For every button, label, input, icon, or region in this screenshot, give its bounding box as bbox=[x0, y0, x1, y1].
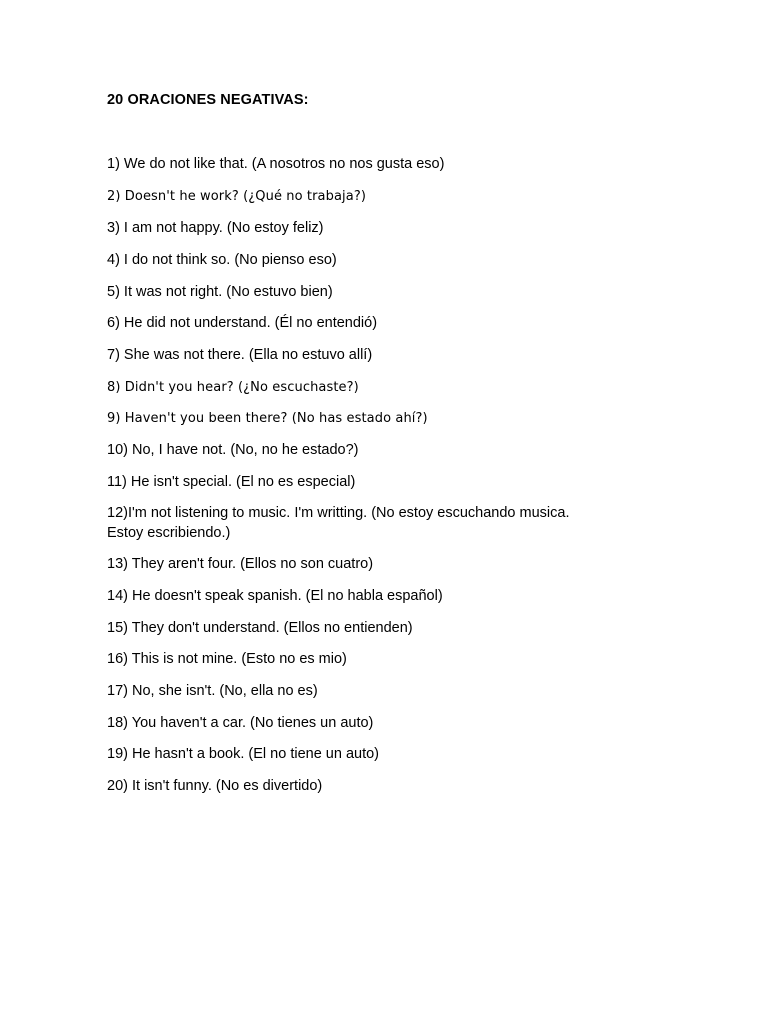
sentence-item: 14) He doesn't speak spanish. (El no habla español) bbox=[107, 588, 443, 604]
sentence-item: 13) They aren't four. (Ellos no son cuatro) bbox=[107, 556, 374, 572]
sentence-item: 20) It isn't funny. (No es divertido) bbox=[107, 778, 323, 794]
sentence-item: 9) Haven't you been there? (No has estado ahí?) bbox=[107, 411, 428, 426]
sentence-item: 15) They don't understand. (Ellos no entienden) bbox=[107, 620, 413, 636]
sentence-item: 3) I am not happy. (No estoy feliz) bbox=[107, 220, 324, 236]
sentence-item: 17) No, she isn't. (No, ella no es) bbox=[107, 683, 318, 699]
sentence-item: 16) This is not mine. (Esto no es mio) bbox=[107, 651, 347, 667]
sentence-item: 12)I'm not listening to music. I'm writting. (No estoy escuchando musica. Estoy escribiendo.) bbox=[107, 505, 570, 541]
sentence-item: 18) You haven't a car. (No tienes un auto) bbox=[107, 715, 374, 731]
sentence-item: 19) He hasn't a book. (El no tiene un auto) bbox=[107, 746, 379, 762]
sentence-item: 4) I do not think so. (No pienso eso) bbox=[107, 252, 337, 268]
sentence-item: 10) No, I have not. (No, no he estado?) bbox=[107, 442, 359, 458]
sentence-item: 11) He isn't special. (El no es especial) bbox=[107, 474, 356, 490]
document-title: 20 ORACIONES NEGATIVAS: bbox=[107, 92, 309, 108]
sentence-item: 5) It was not right. (No estuvo bien) bbox=[107, 284, 333, 300]
sentence-item: 1) We do not like that. (A nosotros no nos gusta eso) bbox=[107, 156, 445, 172]
sentence-item: 7) She was not there. (Ella no estuvo allí) bbox=[107, 347, 373, 363]
sentence-item: 8) Didn't you hear? (¿No escuchaste?) bbox=[107, 380, 359, 395]
sentence-item: 6) He did not understand. (Él no entendió) bbox=[107, 315, 378, 331]
sentence-item: 2) Doesn't he work? (¿Qué no trabaja?) bbox=[107, 189, 366, 204]
